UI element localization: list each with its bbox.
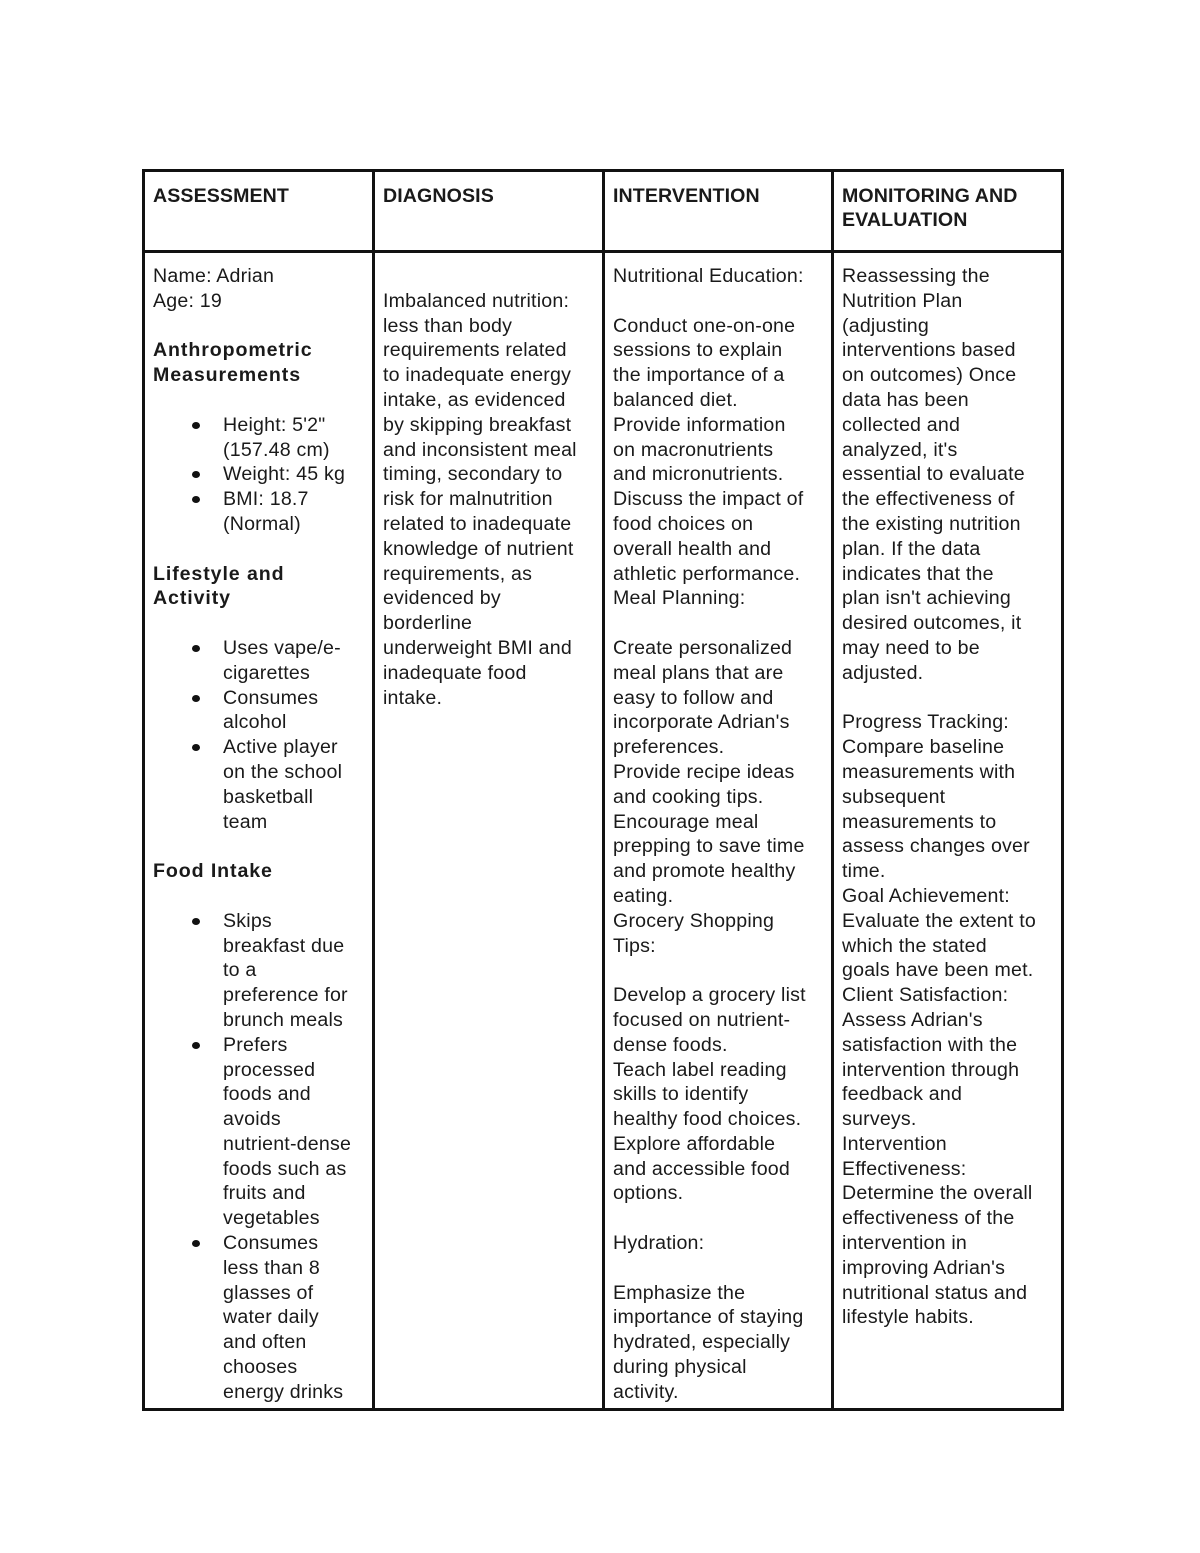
text-line: (adjusting — [842, 314, 929, 337]
text-line: to inadequate energy — [383, 364, 572, 387]
text-line — [613, 611, 825, 636]
text-line: timing, secondary to — [383, 463, 563, 486]
text-line: and cooking tips. — [613, 785, 764, 808]
bullet-text-line: less than 8 — [223, 1256, 320, 1279]
text-line: adjusted. — [842, 661, 924, 684]
text-line: intervention through — [842, 1058, 1020, 1081]
text-line: easy to follow and — [613, 686, 774, 709]
bullet-text-line: (Normal) — [223, 512, 301, 535]
bullet-text-line: foods and — [223, 1083, 311, 1106]
text-line: which the stated — [842, 934, 987, 957]
text-line: options. — [613, 1182, 684, 1205]
anthropometric-heading-2: Measurements — [153, 364, 302, 387]
header-row — [144, 171, 1063, 252]
bullet-icon — [192, 496, 200, 503]
text-line: Provide information — [613, 413, 786, 436]
bullet-icon — [192, 471, 200, 478]
lifestyle-heading: Lifestyle and — [153, 562, 285, 585]
bullet-text-line: processed — [223, 1058, 316, 1081]
bullet-text-line: basketball — [223, 785, 314, 808]
bullet-text-line: glasses of — [223, 1281, 314, 1304]
bullet-item — [153, 686, 366, 736]
text-line: the importance of a — [613, 364, 785, 387]
text-line: data has been — [842, 388, 969, 411]
bullet-text-line: Prefers — [223, 1033, 288, 1056]
bullet-item — [153, 735, 366, 834]
text-line: Hydration: — [613, 1232, 705, 1255]
bullet-text-line: energy drinks — [223, 1380, 344, 1403]
monitoring-text — [842, 264, 1055, 1330]
text-line: skills to identify — [613, 1083, 749, 1106]
bullet-text-line: preference for — [223, 984, 348, 1007]
text-line: Teach label reading — [613, 1058, 787, 1081]
content-row — [144, 252, 1063, 1410]
text-line: Provide recipe ideas — [613, 760, 795, 783]
text-line: healthy food choices. — [613, 1108, 802, 1131]
bullet-text-line: team — [223, 810, 268, 833]
text-line: goals have been met. — [842, 959, 1034, 982]
text-line: plan isn't achieving — [842, 587, 1011, 610]
bullet-text-line: on the school — [223, 760, 343, 783]
text-line: may need to be — [842, 636, 980, 659]
text-line: Assess Adrian's — [842, 1008, 983, 1031]
bullet-text-line: brunch meals — [223, 1008, 344, 1031]
text-line — [842, 686, 1055, 711]
bullet-text-line: avoids — [223, 1108, 281, 1131]
text-line: essential to evaluate — [842, 463, 1025, 486]
bullet-text-line: alcohol — [223, 711, 287, 734]
text-line: prepping to save time — [613, 835, 805, 858]
text-line: Nutrition Plan — [842, 289, 963, 312]
bullet-text-line: Consumes — [223, 686, 319, 709]
bullet-item — [153, 909, 366, 1033]
bullet-text-line: Active player — [223, 736, 338, 759]
text-line: assess changes over — [842, 835, 1030, 858]
text-line: Compare baseline — [842, 736, 1005, 759]
text-line: Imbalanced nutrition: — [383, 289, 570, 312]
text-line: and accessible food — [613, 1157, 790, 1180]
text-line: Reassessing the — [842, 265, 990, 287]
bullet-item — [153, 413, 366, 463]
text-line: surveys. — [842, 1108, 917, 1131]
text-line: importance of staying — [613, 1306, 804, 1329]
diagnosis-cell — [374, 252, 604, 1410]
text-line: balanced diet. — [613, 388, 738, 411]
text-line: dense foods. — [613, 1033, 728, 1056]
text-line: focused on nutrient- — [613, 1008, 791, 1031]
assessment-cell — [144, 252, 374, 1410]
bullet-text-line: water daily — [223, 1306, 319, 1329]
text-line: less than body — [383, 314, 513, 337]
text-line: on macronutrients — [613, 438, 774, 461]
text-line: and promote healthy — [613, 860, 796, 883]
text-line: collected and — [842, 413, 961, 436]
text-line: the existing nutrition — [842, 512, 1021, 535]
text-line: athletic performance. — [613, 562, 801, 585]
text-line: time. — [842, 860, 886, 883]
text-line: risk for malnutrition — [383, 488, 553, 511]
bullet-text-line: foods such as — [223, 1157, 347, 1180]
text-line: intervention in — [842, 1232, 967, 1255]
text-line: by skipping breakfast — [383, 413, 572, 436]
text-line — [613, 958, 825, 983]
text-line: Develop a grocery list — [613, 984, 806, 1007]
text-line: lifestyle habits. — [842, 1306, 974, 1329]
text-line: effectiveness of the — [842, 1207, 1015, 1230]
bullet-text-line: Uses vape/e- — [223, 636, 341, 659]
bullet-text-line: breakfast due — [223, 934, 345, 957]
lifestyle-list — [153, 636, 366, 834]
bullet-text-line: BMI: 18.7 — [223, 488, 309, 511]
bullet-item — [153, 1231, 366, 1405]
lifestyle-heading-2: Activity — [153, 587, 231, 610]
text-line: improving Adrian's — [842, 1256, 1006, 1279]
text-line: Progress Tracking: — [842, 711, 1009, 734]
text-line: Conduct one-on-one — [613, 314, 796, 337]
text-line: nutritional status and — [842, 1281, 1028, 1304]
monitoring-evaluation-cell — [833, 252, 1063, 1410]
anthropometric-list — [153, 413, 366, 537]
text-line: analyzed, it's — [842, 438, 958, 461]
text-line: Tips: — [613, 934, 656, 957]
text-line: Intervention — [842, 1132, 947, 1155]
bullet-text-line: and often — [223, 1331, 307, 1354]
bullet-icon — [192, 645, 200, 652]
diagnosis-text — [383, 289, 596, 711]
bullet-item — [153, 487, 366, 537]
bullet-icon — [192, 1240, 200, 1247]
text-line: Grocery Shopping — [613, 909, 775, 932]
header-diagnosis: DIAGNOSIS — [374, 171, 604, 252]
text-line: sessions to explain — [613, 339, 783, 362]
bullet-text-line: nutrient-dense — [223, 1132, 352, 1155]
text-line: knowledge of nutrient — [383, 537, 574, 560]
text-line: related to inadequate — [383, 512, 572, 535]
bullet-icon — [192, 744, 200, 751]
text-line: eating. — [613, 884, 674, 907]
bullet-text-line: (157.48 cm) — [223, 438, 330, 461]
text-line: Determine the overall — [842, 1182, 1033, 1205]
nutrition-care-table — [142, 169, 1064, 1411]
bullet-text-line: Skips — [223, 909, 272, 932]
food-intake-heading: Food Intake — [153, 860, 273, 883]
bullet-item — [153, 1033, 366, 1231]
bullet-text-line: cigarettes — [223, 661, 310, 684]
text-line: preferences. — [613, 736, 725, 759]
text-line: Encourage meal — [613, 810, 759, 833]
text-line: borderline — [383, 612, 473, 635]
text-line: Explore affordable — [613, 1132, 776, 1155]
text-line: Meal Planning: — [613, 587, 746, 610]
bullet-item — [153, 462, 366, 487]
text-line — [613, 1256, 825, 1281]
text-line: intake. — [383, 686, 443, 709]
text-line: desired outcomes, it — [842, 612, 1022, 635]
text-line: hydrated, especially — [613, 1331, 791, 1354]
text-line: and micronutrients. — [613, 463, 784, 486]
text-line: requirements related — [383, 339, 567, 362]
text-line — [613, 289, 825, 314]
bullet-text-line: fruits and — [223, 1182, 306, 1205]
text-line: Emphasize the — [613, 1281, 746, 1304]
text-line: food choices on — [613, 512, 754, 535]
anthropometric-heading: Anthropometric — [153, 339, 313, 362]
bullet-text-line: chooses — [223, 1356, 298, 1379]
text-line: subsequent — [842, 785, 946, 808]
text-line: Effectiveness: — [842, 1157, 967, 1180]
text-line: evidenced by — [383, 587, 501, 610]
intervention-text — [613, 264, 825, 1405]
text-line: satisfaction with the — [842, 1033, 1018, 1056]
text-line: feedback and — [842, 1083, 963, 1106]
text-line: Goal Achievement: — [842, 884, 1010, 907]
bullet-icon — [192, 695, 200, 702]
text-line: the effectiveness of — [842, 488, 1015, 511]
header-intervention: INTERVENTION — [604, 171, 833, 252]
text-line: inadequate food — [383, 661, 527, 684]
text-line: intake, as evidenced — [383, 388, 566, 411]
text-line: requirements, as — [383, 562, 533, 585]
bullet-text-line: Consumes — [223, 1232, 319, 1255]
text-line: activity. — [613, 1380, 679, 1403]
bullet-icon — [192, 918, 200, 925]
text-line — [613, 1206, 825, 1231]
text-line: measurements with — [842, 760, 1016, 783]
text-line: incorporate Adrian's — [613, 711, 790, 734]
text-line: during physical — [613, 1356, 747, 1379]
text-line: underweight BMI and — [383, 636, 572, 659]
bullet-text-line: to a — [223, 959, 257, 982]
bullet-text-line: Height: 5'2" — [223, 413, 326, 436]
bullet-text-line: vegetables — [223, 1207, 320, 1230]
text-line: Evaluate the extent to — [842, 909, 1036, 932]
text-line: on outcomes) Once — [842, 364, 1017, 387]
text-line: Nutritional Education: — [613, 265, 804, 287]
bullet-icon — [192, 1042, 200, 1049]
patient-name: Name: Adrian — [153, 265, 275, 287]
text-line: indicates that the — [842, 562, 994, 585]
text-line: overall health and — [613, 537, 772, 560]
bullet-item — [153, 636, 366, 686]
text-line: meal plans that are — [613, 661, 784, 684]
patient-age: Age: 19 — [153, 289, 222, 312]
header-assessment: ASSESSMENT — [144, 171, 374, 252]
text-line: plan. If the data — [842, 537, 981, 560]
bullet-icon — [192, 422, 200, 429]
text-line: interventions based — [842, 339, 1016, 362]
text-line: measurements to — [842, 810, 997, 833]
intervention-cell — [604, 252, 833, 1410]
text-line: Client Satisfaction: — [842, 984, 1009, 1007]
bullet-text-line: Weight: 45 kg — [223, 463, 346, 486]
header-monitoring-evaluation: MONITORING AND EVALUATION — [833, 171, 1063, 252]
text-line: Create personalized — [613, 636, 793, 659]
text-line: and inconsistent meal — [383, 438, 577, 461]
text-line: Discuss the impact of — [613, 488, 804, 511]
food-intake-list — [153, 909, 366, 1405]
